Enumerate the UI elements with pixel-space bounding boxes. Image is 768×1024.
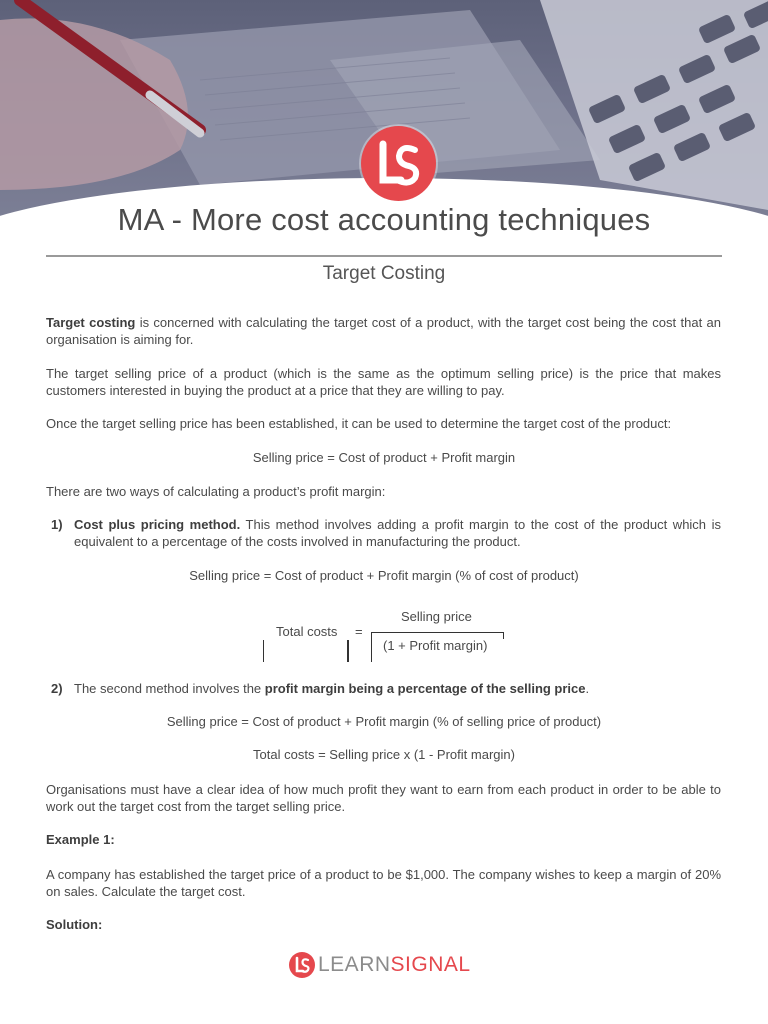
fraction-denominator: (1 + Profit margin) — [383, 638, 488, 653]
paragraph-organisations: Organisations must have a clear idea of how much profit they want to earn from each product in order to be able to work out the target cost from the target selling price. — [46, 782, 721, 814]
footer-brand — [318, 953, 471, 977]
footer-brand-signal: SIGNAL — [390, 953, 471, 976]
solution-heading — [46, 916, 721, 933]
formula-cost-plus: Selling price = Cost of product + Profit margin (% of cost of product) — [189, 568, 579, 583]
paragraph-target-cost: Once the target selling price has been established, it can be used to determine the target cost of the product: — [46, 416, 672, 431]
list-item-2-post: . — [585, 681, 590, 696]
formula-margin-selling-price: Selling price = Cost of product + Profit margin (% of selling price of product) — [166, 714, 602, 729]
fraction-bracket-mid — [347, 640, 349, 662]
example-text: A company has established the target price of a product to be $1,000. The company wishes to keep a margin of 20% on sales. Calculate the target cost. — [46, 867, 721, 899]
paragraph-selling-price: The target selling price of a product (which is the same as the optimum selling price) is the price that makes customers interested in buying the product at a price that they are willing to pay. — [46, 366, 721, 398]
paragraph-intro — [46, 314, 721, 348]
list-item-cost-plus-title: Cost plus pricing method. — [74, 517, 241, 532]
fraction-bar — [371, 632, 504, 633]
fraction-bar-left — [371, 632, 372, 662]
learnsignal-logo — [361, 126, 436, 201]
title-divider — [46, 255, 722, 257]
list-number-1: 1) — [51, 517, 63, 532]
fraction-bar-end — [503, 632, 504, 639]
fraction-lhs: Total costs — [276, 624, 338, 639]
ls-monogram-small-icon — [289, 952, 315, 978]
ls-monogram-icon — [361, 126, 436, 201]
term-target-costing: Target costing — [46, 315, 136, 330]
formula-total-costs: Total costs = Selling price x (1 - Profit margin) — [253, 747, 515, 762]
example-heading — [46, 831, 721, 848]
footer-logo-icon — [289, 952, 315, 978]
formula-selling-price: Selling price = Cost of product + Profit margin — [252, 450, 516, 465]
example-label: Example 1: — [46, 832, 115, 847]
section-title: Target Costing — [322, 263, 446, 284]
list-item-margin-selling-price — [74, 680, 721, 697]
solution-label: Solution: — [46, 917, 103, 932]
list-item-2-bold: profit margin being a percentage of the selling price — [264, 681, 586, 696]
paragraph-intro-text: is concerned with calculating the target cost of a product, with the target cost being the cost that an organisation is aiming for. — [46, 315, 721, 347]
list-item-cost-plus — [74, 516, 721, 550]
list-item-2-pre: The second method involves the — [74, 681, 265, 696]
footer-brand-learn: LEARN — [318, 953, 391, 976]
fraction-numerator: Selling price — [401, 609, 472, 624]
fraction-bracket-left — [263, 640, 264, 662]
paragraph-two-ways: There are two ways of calculating a product’s profit margin: — [46, 484, 386, 499]
page-title: MA - More cost accounting techniques — [117, 202, 651, 237]
fraction-equals: = — [355, 624, 363, 639]
list-number-2: 2) — [51, 681, 63, 696]
list-item-cost-plus-text: This method involves adding a profit margin to the cost of the product which is equivalent to a percentage of the costs involved in manufacturing the product. — [74, 517, 721, 549]
